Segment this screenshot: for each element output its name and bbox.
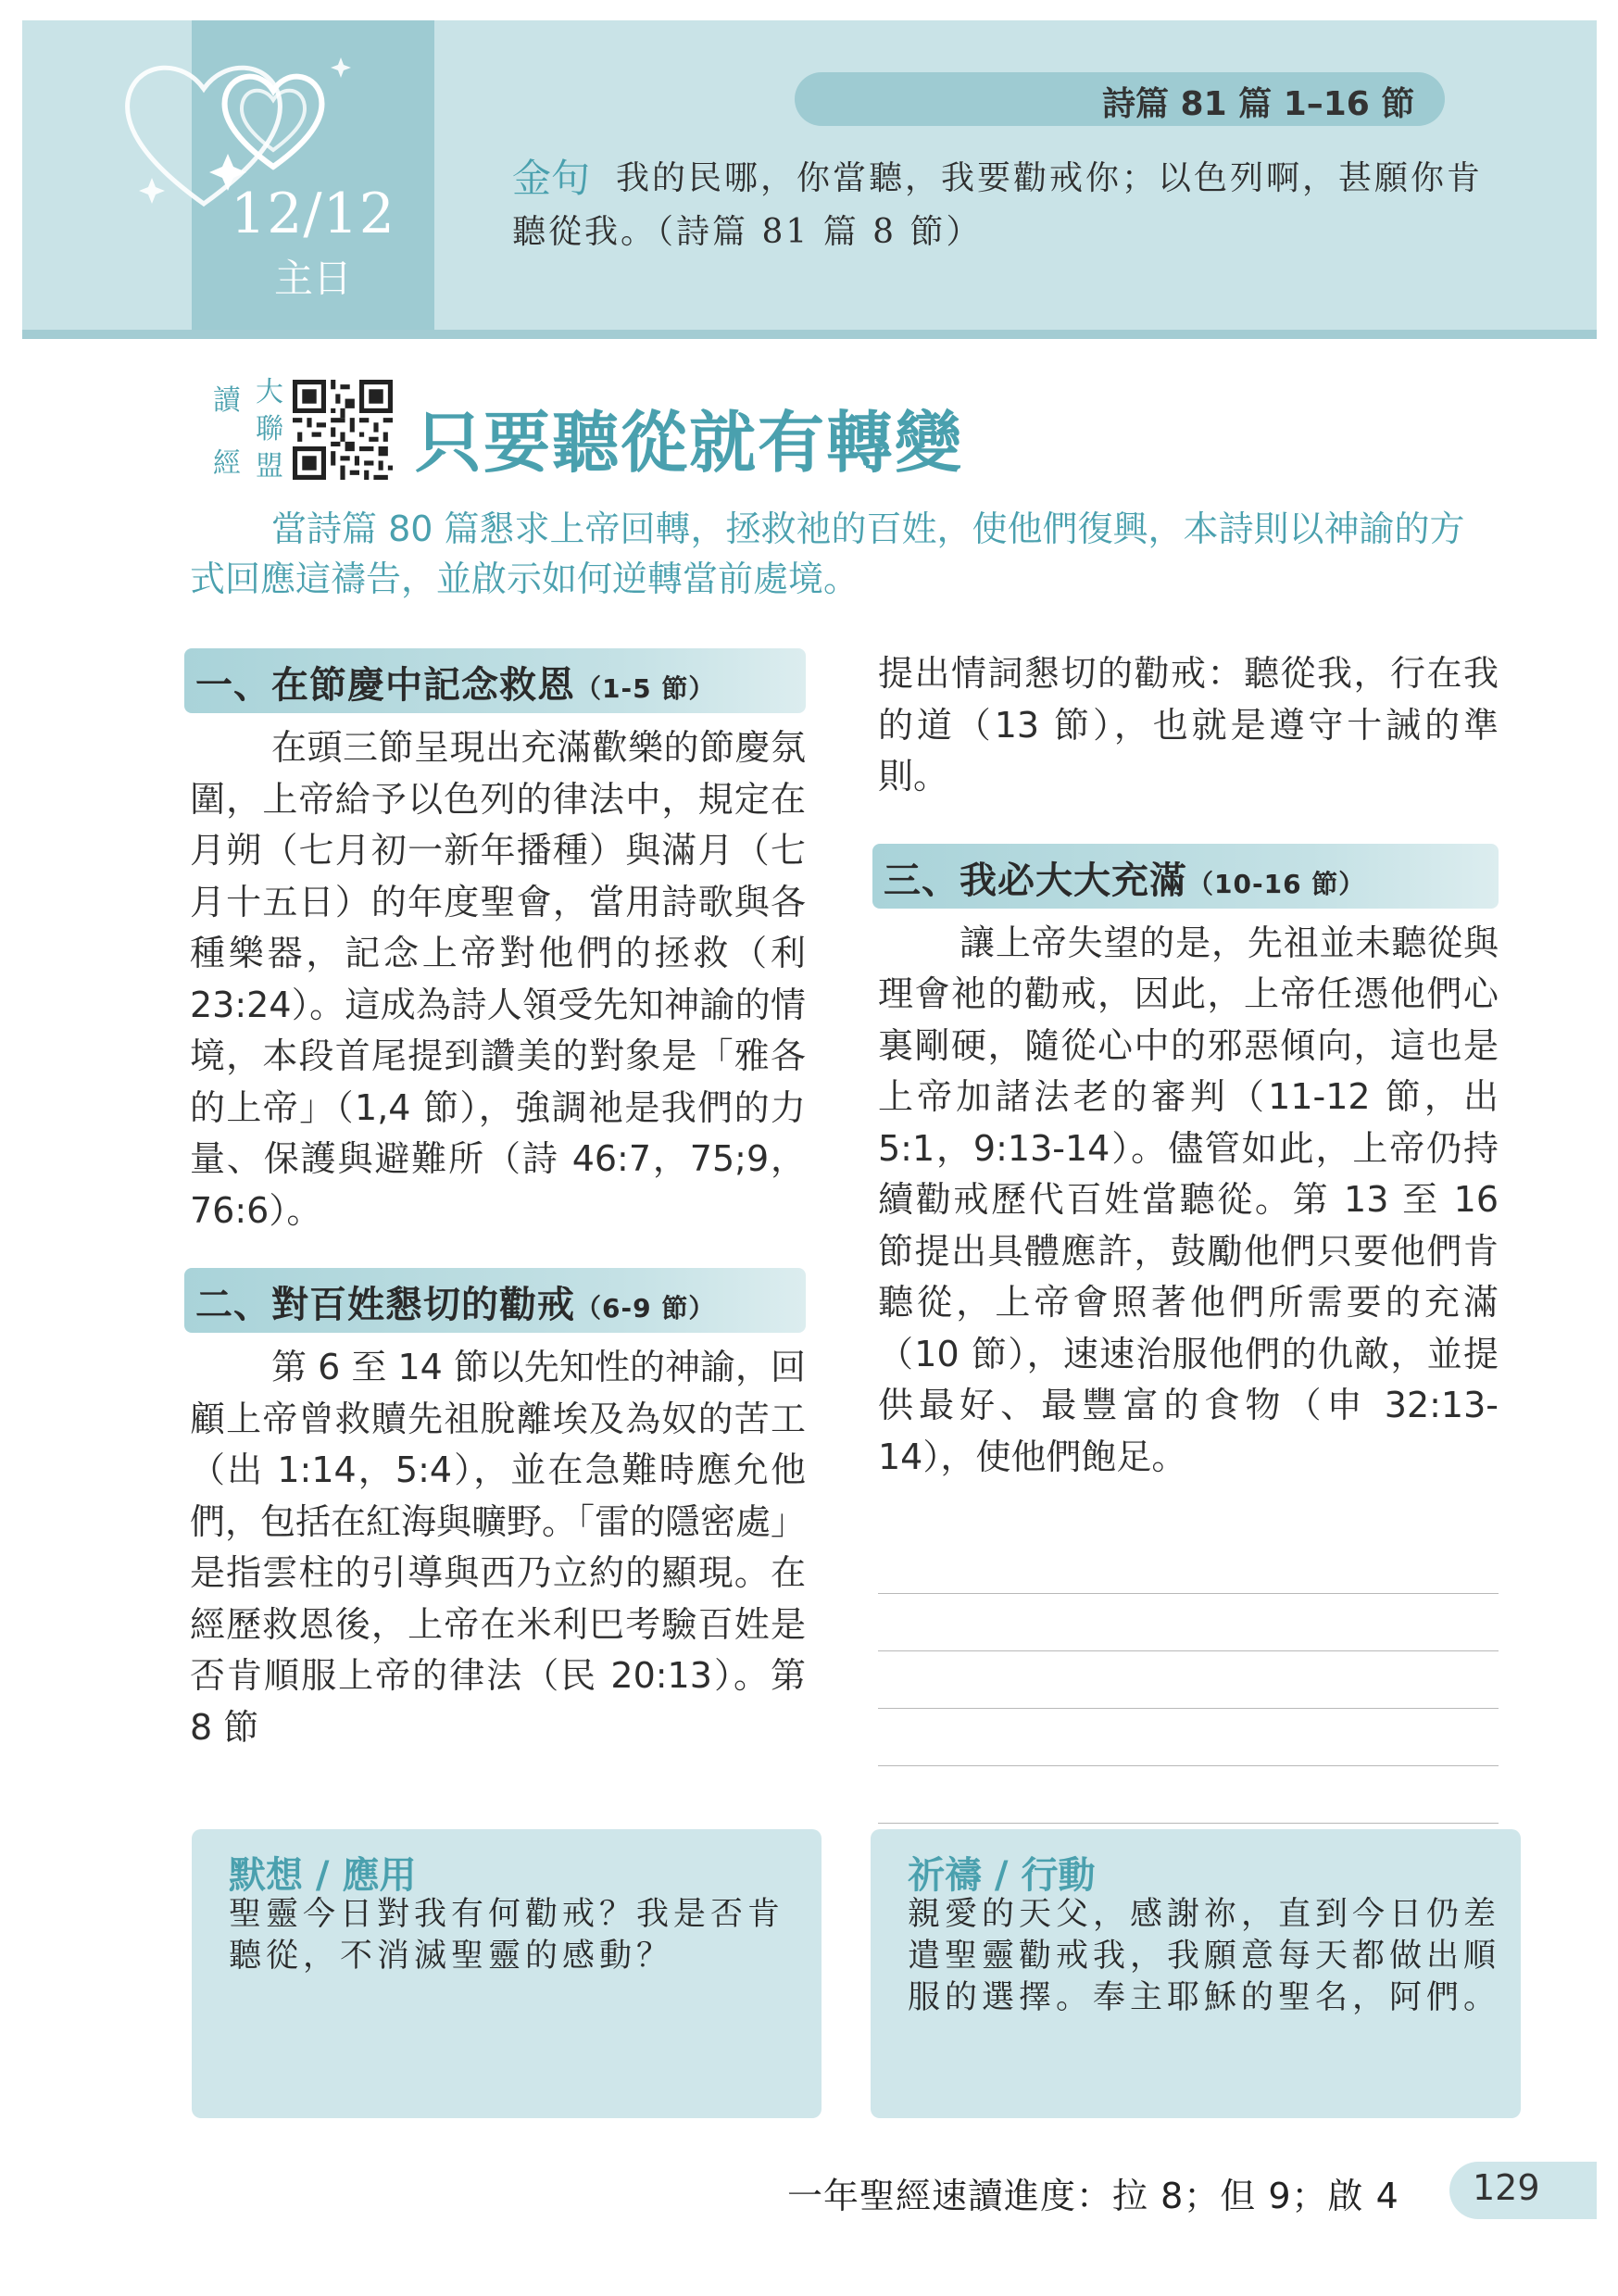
prayer-text: 親愛的天父，感謝祢，直到今日仍差遣聖靈勸戒我，我願意每天都做出順服的選擇。奉主耶穌的聖名，阿們。 — [908, 1896, 1501, 2016]
qr-label-char: 盟 — [256, 450, 283, 483]
prayer-title: 祈禱 / 行動 — [908, 1854, 1096, 1897]
note-line[interactable] — [878, 1650, 1499, 1651]
page-title: 只要聽從就有轉變 — [415, 403, 964, 482]
section-2-body: 第 6 至 14 節以先知性的神諭，回顧上帝曾救贖先祖脫離埃及為奴的苦工（出 1:14，5:4），並在急難時應允他們，包括在紅海與曠野。「雷的隱密處」是指雲柱的引導與西乃立約的顯現。在經歷救恩後，上帝在米利巴考驗百姓是否肯順服上帝的律法（民 20:13）。第 8 節 — [190, 1347, 807, 1748]
qr-label-char: 聯 — [256, 413, 283, 445]
section-2-title: 二、對百姓懇切的勸戒 — [195, 1284, 575, 1326]
note-line[interactable] — [878, 1708, 1499, 1709]
section-3-heading — [872, 844, 1499, 909]
qr-label-col2 — [256, 374, 283, 485]
note-line[interactable] — [878, 1765, 1499, 1766]
section-2-continued: 提出情詞懇切的勸戒：聽從我，行在我的道（13 節），也就是遵守十誡的準則。 — [878, 653, 1499, 797]
section-1-heading — [184, 648, 806, 713]
section-1-verses: （1-5 節） — [575, 673, 716, 704]
qr-label-char: 大 — [256, 376, 283, 408]
date: 12/12 — [231, 182, 395, 246]
meditation-box — [192, 1829, 822, 2118]
prayer-box — [871, 1829, 1521, 2118]
section-2-verses: （6-9 節） — [575, 1293, 716, 1324]
golden-verse-label: 金句 — [512, 156, 591, 201]
qr-label-col1 — [213, 380, 241, 485]
header-rule — [22, 330, 1597, 339]
golden-verse: 我的民哪，你當聽，我要勸戒你；以色列啊，甚願你肯聽從我。（詩篇 81 篇 8 節） — [512, 159, 1484, 251]
reading-progress: 一年聖經速讀進度：拉 8；但 9；啟 4 — [787, 2176, 1399, 2216]
section-1-title: 一、在節慶中記念救恩 — [195, 664, 575, 707]
intro-paragraph: 當詩篇 80 篇懇求上帝回轉，拯救祂的百姓，使他們復興，本詩則以神諭的方式回應這禱告，並啟示如何逆轉當前處境。 — [190, 508, 1465, 599]
qr-label-char: 讀 — [213, 384, 241, 417]
section-3-title: 三、我必大大充滿 — [884, 859, 1187, 902]
section-2-heading — [184, 1268, 806, 1333]
meditation-text: 聖靈今日對我有何勸戒？我是否肯聽從，不消滅聖靈的感動？ — [229, 1896, 785, 1975]
left-column — [190, 648, 806, 1753]
day-of-week: 主日 — [273, 256, 352, 301]
qr-code-icon[interactable] — [293, 380, 393, 480]
meditation-title: 默想 / 應用 — [229, 1854, 417, 1897]
qr-label-char: 經 — [213, 447, 241, 480]
note-line[interactable] — [878, 1593, 1499, 1594]
section-1-body: 在頭三節呈現出充滿歡樂的節慶氛圍，上帝給予以色列的律法中，規定在月朔（七月初一新年播種）與滿月（七月十五日）的年度聖會，當用詩歌與各種樂器，記念上帝對他們的拯救（利 23:24）。這成為詩人領受先知神諭的情境，本段首尾提到讚美的對象是「雅各的上帝」（1,4 節），強調祂是我們的力量、保護與避難所（詩 46:7，75;9，76:6）。 — [190, 727, 806, 1231]
section-3-verses: （10-16 節） — [1187, 868, 1366, 899]
page-number: 129 — [1473, 2167, 1540, 2208]
section-3-body: 讓上帝失望的是，先祖並未聽從與理會祂的勸戒，因此，上帝任憑他們心裏剛硬，隨從心中的邪惡傾向，這也是上帝加諸法老的審判（11-12 節，出 5:1，9:13-14）。儘管如此，上帝仍持續勸戒歷代百姓當聽從。第 13 至 16 節提出具體應許，鼓勵他們只要他們肯聽從，上帝會照著他們所需要的充滿（10 節），速速治服他們的仇敵，並提供最好、最豐富的食物（申 32:13-14），使他們飽足。 — [878, 922, 1499, 1477]
note-line[interactable] — [878, 1823, 1499, 1824]
right-column — [878, 648, 1499, 1483]
passage-reference: 詩篇 81 篇 1–16 節 — [1102, 85, 1415, 123]
